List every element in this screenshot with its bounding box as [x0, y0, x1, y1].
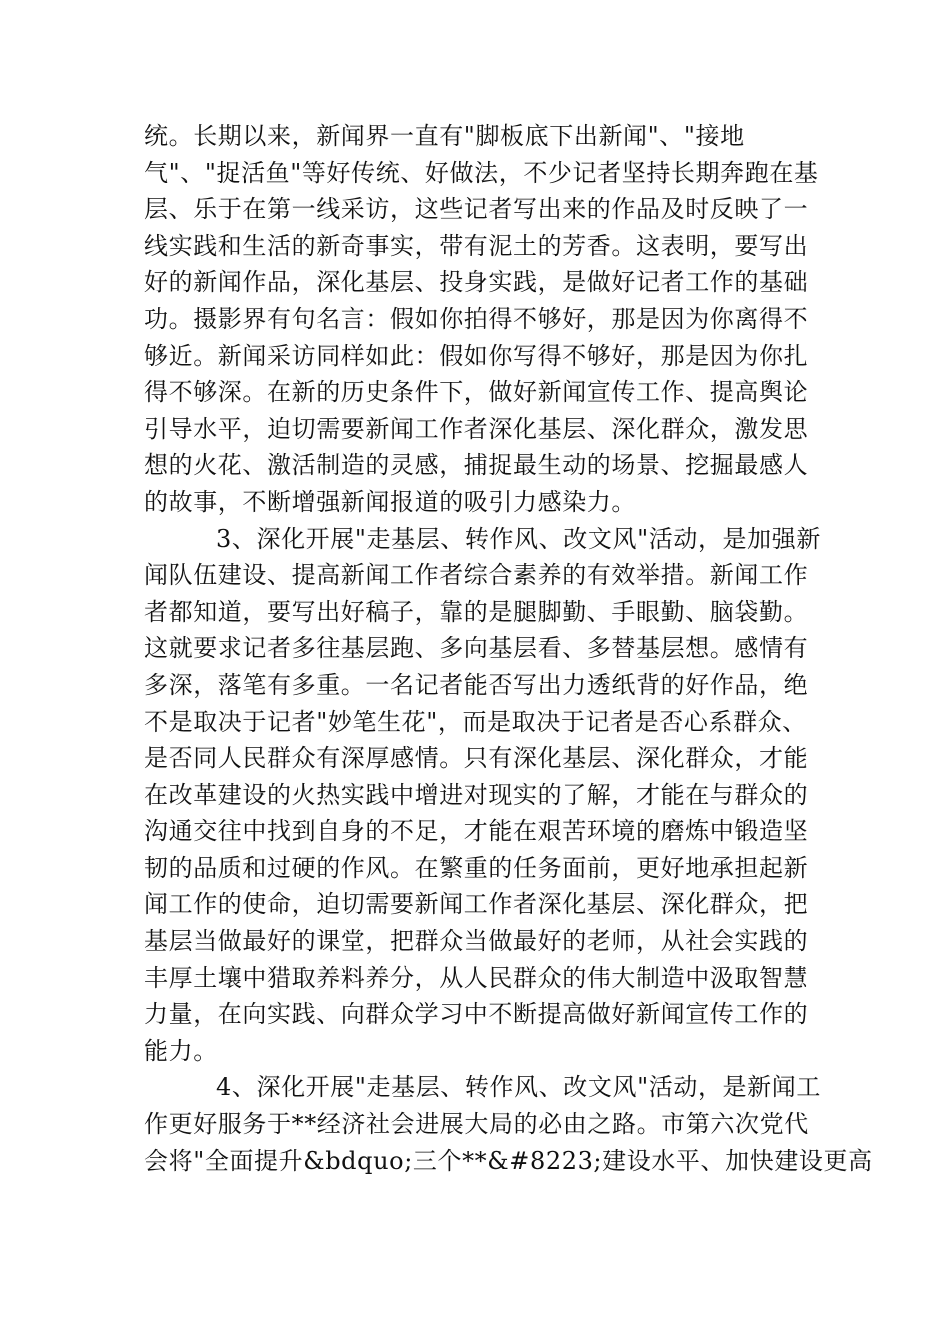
text-line: 力量，在向实践、向群众学习中不断提高做好新闻宣传工作的	[144, 1000, 809, 1029]
text-line: 想的火花、激活制造的灵感，捕捉最生动的场景、挖掘最感人	[144, 451, 809, 480]
body-text	[144, 118, 873, 1179]
text-line: 丰厚土壤中猎取养料养分，从人民群众的伟大制造中汲取智慧	[144, 963, 809, 992]
text-line: 好的新闻作品，深化基层、投身实践，是做好记者工作的基础	[144, 268, 809, 297]
text-line: 闻队伍建设、提高新闻工作者综合素养的有效举措。新闻工作	[144, 561, 809, 590]
text-line: 会将"全面提升&bdquo;三个**&#8223;建设水平、加快建设更高	[144, 1146, 873, 1175]
text-line: 闻工作的使命，迫切需要新闻工作者深化基层、深化群众，把	[144, 890, 809, 919]
text-line: 者都知道，要写出好稿子，靠的是腿脚勤、手眼勤、脑袋勤。	[144, 597, 809, 626]
text-line: 功。摄影界有句名言：假如你拍得不够好，那是因为你离得不	[144, 304, 809, 333]
text-line: 引导水平，迫切需要新闻工作者深化基层、深化群众，激发思	[144, 414, 809, 443]
paragraph-4-first-line: 4、深化开展"走基层、转作风、改文风"活动，是新闻工	[216, 1073, 821, 1102]
text-line: 能力。	[144, 1036, 218, 1065]
text-line: 统。长期以来，新闻界一直有"脚板底下出新闻"、"接地	[144, 122, 745, 150]
text-line: 这就要求记者多往基层跑、多向基层看、多替基层想。感情有	[144, 634, 809, 663]
text-line: 不是取决于记者"妙笔生花"，而是取决于记者是否心系群众、	[144, 707, 807, 736]
text-line: 气"、"捉活鱼"等好传统、好做法，不少记者坚持长期奔跑在基	[144, 158, 819, 187]
text-line: 够近。新闻采访同样如此：假如你写得不够好，那是因为你扎	[144, 341, 809, 370]
text-line: 沟通交往中找到自身的不足，才能在艰苦环境的磨炼中锻造坚	[144, 817, 809, 846]
text-line: 多深，落笔有多重。一名记者能否写出力透纸背的好作品，绝	[144, 670, 809, 699]
text-line: 作更好服务于**经济社会进展大局的必由之路。市第六次党代	[144, 1110, 809, 1139]
text-line: 是否同人民群众有深厚感情。只有深化基层、深化群众，才能	[144, 744, 809, 773]
text-line: 线实践和生活的新奇事实，带有泥土的芳香。这表明，要写出	[144, 231, 809, 260]
text-line: 层、乐于在第一线采访，这些记者写出来的作品及时反映了一	[144, 195, 809, 224]
text-line: 基层当做最好的课堂，把群众当做最好的老师，从社会实践的	[144, 927, 809, 956]
text-line: 韧的品质和过硬的作风。在繁重的任务面前，更好地承担起新	[144, 853, 809, 882]
paragraph-3-first-line: 3、深化开展"走基层、转作风、改文风"活动，是加强新	[216, 524, 821, 553]
text-line: 在改革建设的火热实践中增进对现实的了解，才能在与群众的	[144, 780, 809, 809]
text-line: 得不够深。在新的历史条件下，做好新闻宣传工作、提高舆论	[144, 378, 809, 407]
text-line: 的故事，不断增强新闻报道的吸引力感染力。	[144, 487, 636, 516]
